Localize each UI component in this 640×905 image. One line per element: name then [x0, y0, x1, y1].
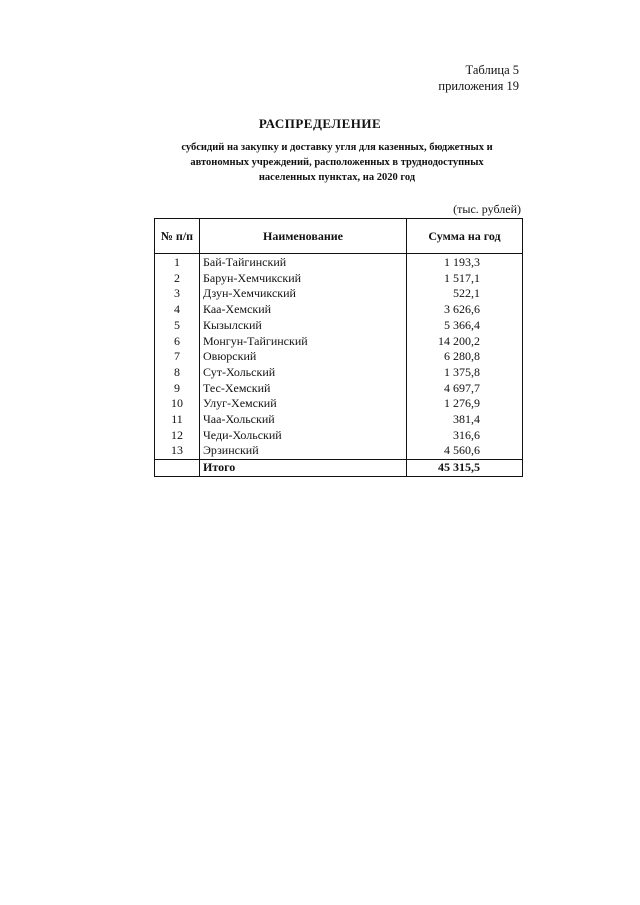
- row-name: Чаа-Хольский: [200, 412, 407, 428]
- row-name: Овюрский: [200, 349, 407, 365]
- column-header-name: Наименование: [200, 219, 407, 254]
- table-row: [155, 428, 523, 444]
- row-number: 7: [155, 349, 200, 365]
- row-amount: 4 697,7: [407, 381, 523, 397]
- table-row: [155, 381, 523, 397]
- table-total-row: [155, 460, 523, 477]
- column-header-amount: Сумма на год: [407, 219, 523, 254]
- table-row: [155, 254, 523, 271]
- row-number: 10: [155, 396, 200, 412]
- row-name: Дзун-Хемчикский: [200, 286, 407, 302]
- row-amount: 1 193,3: [407, 254, 523, 271]
- row-amount: 14 200,2: [407, 334, 523, 350]
- table-row: [155, 318, 523, 334]
- row-number: 6: [155, 334, 200, 350]
- document-title: РАСПРЕДЕЛЕНИЕ: [258, 116, 382, 131]
- table-row: [155, 412, 523, 428]
- table-row: [155, 396, 523, 412]
- table-row: [155, 365, 523, 381]
- total-label: Итого: [200, 460, 407, 477]
- table-row: [155, 302, 523, 318]
- row-name: Кызылский: [200, 318, 407, 334]
- distribution-table: [154, 218, 523, 477]
- units-label: (тыс. рублей): [453, 202, 521, 216]
- row-amount: 4 560,6: [407, 443, 523, 459]
- total-amount: 45 315,5: [407, 460, 523, 477]
- row-amount: 1 276,9: [407, 396, 523, 412]
- row-amount: 3 626,6: [407, 302, 523, 318]
- row-name: Барун-Хемчикский: [200, 271, 407, 287]
- table-row: [155, 443, 523, 459]
- row-number: 1: [155, 254, 200, 271]
- document-subtitle: [150, 140, 524, 185]
- table-row: [155, 349, 523, 365]
- row-amount: 381,4: [407, 412, 523, 428]
- appendix-label: приложения 19: [438, 79, 519, 93]
- table-row: [155, 286, 523, 302]
- table-header-row: [155, 219, 523, 254]
- row-amount: 1 517,1: [407, 271, 523, 287]
- row-number: 4: [155, 302, 200, 318]
- column-header-number: № п/п: [155, 219, 200, 254]
- row-number: 3: [155, 286, 200, 302]
- subtitle-line: автономных учреждений, расположенных в труднодоступных: [190, 157, 484, 168]
- table-row: [155, 271, 523, 287]
- row-name: Эрзинский: [200, 443, 407, 459]
- total-row-number: [155, 460, 200, 477]
- row-amount: 5 366,4: [407, 318, 523, 334]
- row-name: Чеди-Хольский: [200, 428, 407, 444]
- row-name: Сут-Хольский: [200, 365, 407, 381]
- table-row: [155, 334, 523, 350]
- row-amount: 6 280,8: [407, 349, 523, 365]
- row-number: 11: [155, 412, 200, 428]
- table-reference: [438, 62, 519, 94]
- row-number: 12: [155, 428, 200, 444]
- row-number: 9: [155, 381, 200, 397]
- row-amount: 522,1: [407, 286, 523, 302]
- row-number: 5: [155, 318, 200, 334]
- row-number: 2: [155, 271, 200, 287]
- row-name: Каа-Хемский: [200, 302, 407, 318]
- table-number-label: Таблица 5: [465, 63, 519, 77]
- row-amount: 1 375,8: [407, 365, 523, 381]
- row-name: Монгун-Тайгинский: [200, 334, 407, 350]
- row-number: 8: [155, 365, 200, 381]
- row-name: Улуг-Хемский: [200, 396, 407, 412]
- row-name: Тес-Хемский: [200, 381, 407, 397]
- row-amount: 316,6: [407, 428, 523, 444]
- row-number: 13: [155, 443, 200, 459]
- subtitle-line: субсидий на закупку и доставку угля для казенных, бюджетных и: [181, 142, 493, 153]
- subtitle-line: населенных пунктах, на 2020 год: [258, 172, 416, 183]
- row-name: Бай-Тайгинский: [200, 254, 407, 271]
